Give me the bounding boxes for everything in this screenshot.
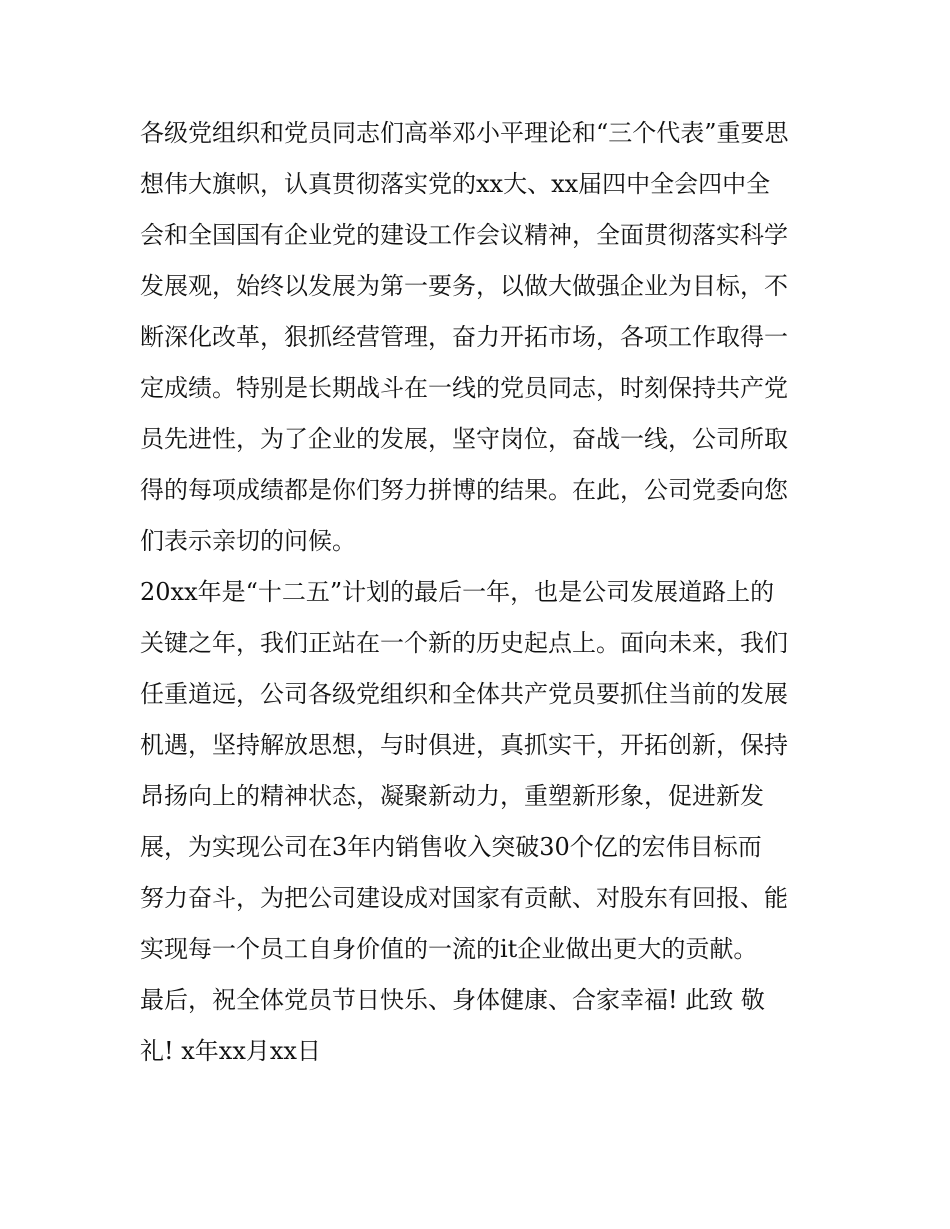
- text-line-18: 最后，祝全体党员节日快乐、身体健康、合家幸福! 此致 敬: [140, 986, 765, 1014]
- text-line-4: 发展观，始终以发展为第一要务，以做大做强企业为目标，不: [140, 272, 788, 300]
- text-line-2: 想伟大旗帜，认真贯彻落实党的xx大、xx届四中全会四中全: [140, 170, 771, 198]
- text-line-15: 展，为实现公司在3年内销售收入突破30个亿的宏伟目标而: [140, 833, 762, 861]
- text-line-7: 员先进性，为了企业的发展，坚守岗位，奋战一线，公司所取: [140, 425, 788, 453]
- text-line-14: 昂扬向上的精神状态，凝聚新动力，重塑新形象，促进新发: [140, 782, 764, 810]
- body-text: [140, 108, 820, 1077]
- text-line-3: 会和全国国有企业党的建设工作会议精神，全面贯彻落实科学: [140, 221, 788, 249]
- text-line-11: 关键之年，我们正站在一个新的历史起点上。面向未来，我们: [140, 629, 788, 657]
- text-line-19: 礼! x年xx月xx日: [140, 1037, 321, 1065]
- text-line-5: 断深化改革，狠抓经营管理，奋力开拓市场，各项工作取得一: [140, 323, 788, 351]
- text-line-13: 机遇，坚持解放思想，与时俱进，真抓实干，开拓创新，保持: [140, 731, 788, 759]
- text-line-1: 各级党组织和党员同志们高举邓小平理论和“三个代表”重要思: [140, 119, 789, 147]
- text-line-6: 定成绩。特别是长期战斗在一线的党员同志，时刻保持共产党: [140, 374, 788, 402]
- text-line-8: 得的每项成绩都是你们努力拼博的结果。在此，公司党委向您: [140, 476, 788, 504]
- text-line-12: 任重道远，公司各级党组织和全体共产党员要抓住当前的发展: [140, 680, 788, 708]
- text-line-16: 努力奋斗，为把公司建设成对国家有贡献、对股东有回报、能: [140, 884, 788, 912]
- text-line-17: 实现每一个员工自身价值的一流的it企业做出更大的贡献。: [140, 935, 758, 963]
- text-line-9: 们表示亲切的问候。: [140, 527, 356, 555]
- text-line-10: 20xx年是“十二五”计划的最后一年，也是公司发展道路上的: [140, 578, 775, 606]
